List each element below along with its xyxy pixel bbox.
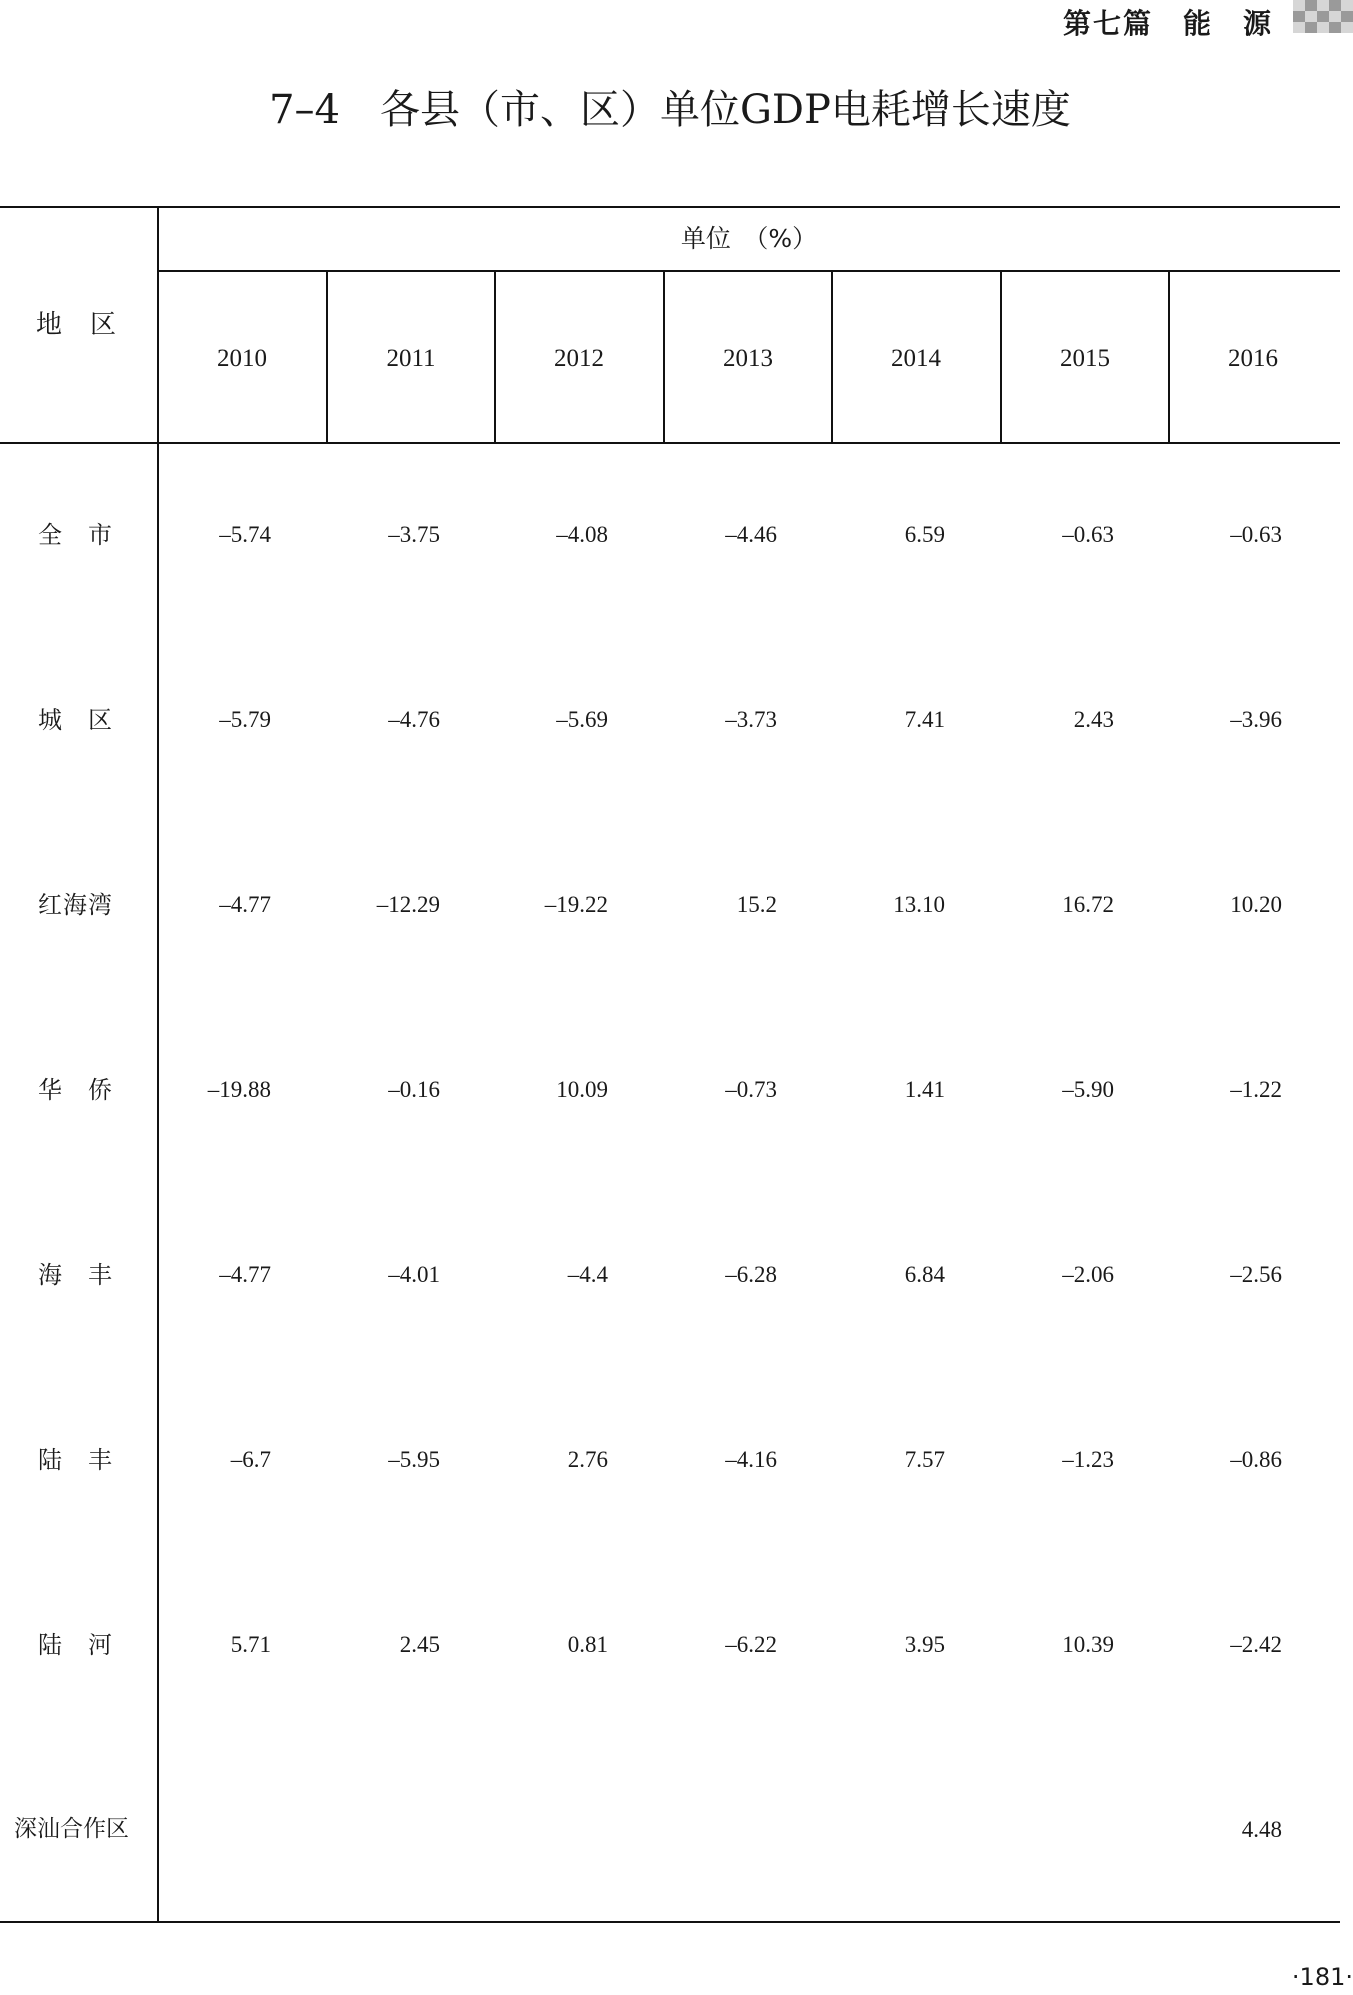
table-cell: –4.46 bbox=[725, 522, 777, 547]
table-cell: –0.86 bbox=[1230, 1447, 1282, 1472]
table-bottom-rule bbox=[0, 1921, 1340, 1923]
table-cell: –5.69 bbox=[556, 707, 608, 732]
year-header-2010: 2010 bbox=[217, 345, 267, 372]
table-cell: 7.57 bbox=[904, 1447, 945, 1472]
table-cell: –5.90 bbox=[1062, 1077, 1114, 1102]
table-cell: –4.77 bbox=[219, 1262, 271, 1287]
table-cell: 1.41 bbox=[904, 1077, 945, 1102]
table-cell: 2.43 bbox=[1073, 707, 1114, 732]
table-cell: 2.45 bbox=[399, 1632, 440, 1657]
table-cell: 16.72 bbox=[1062, 892, 1114, 917]
table-cell: –3.75 bbox=[388, 522, 440, 547]
table-cell: 10.39 bbox=[1062, 1632, 1114, 1657]
table-cell: –2.42 bbox=[1230, 1632, 1282, 1657]
table-cell: –5.95 bbox=[388, 1447, 440, 1472]
table-cell: –4.01 bbox=[388, 1262, 440, 1287]
table-cell: –4.77 bbox=[219, 892, 271, 917]
table-cell: –3.73 bbox=[725, 707, 777, 732]
row-region-label: 陆 丰 bbox=[38, 1446, 113, 1474]
table-cell: 15.2 bbox=[736, 892, 777, 917]
row-region-label: 深汕合作区 bbox=[14, 1816, 129, 1842]
table-title: 7–4 各县（市、区）单位GDP电耗增长速度 bbox=[269, 87, 1071, 133]
table-cell: –6.22 bbox=[725, 1632, 777, 1657]
table-cell: 6.59 bbox=[904, 522, 945, 547]
table-cell: –3.96 bbox=[1230, 707, 1282, 732]
table-cell: –19.22 bbox=[544, 892, 608, 917]
chapter-header: 第七篇 能 源 bbox=[1062, 7, 1273, 40]
year-header-2012: 2012 bbox=[554, 345, 604, 372]
table-cell: 4.48 bbox=[1241, 1817, 1282, 1842]
row-region-label: 城 区 bbox=[38, 706, 113, 734]
table-cell: 10.20 bbox=[1230, 892, 1282, 917]
table-cell: 5.71 bbox=[230, 1632, 271, 1657]
table-top-rule bbox=[0, 206, 1340, 208]
table-cell: 6.84 bbox=[904, 1262, 945, 1287]
table-cell: –2.56 bbox=[1230, 1262, 1282, 1287]
table-cell: 13.10 bbox=[893, 892, 945, 917]
table-cell: –0.73 bbox=[725, 1077, 777, 1102]
table-cell: –19.88 bbox=[207, 1077, 271, 1102]
table-cell: –0.16 bbox=[388, 1077, 440, 1102]
table-cell: –12.29 bbox=[376, 892, 440, 917]
row-region-label: 全 市 bbox=[38, 521, 113, 549]
table-cell: –4.76 bbox=[388, 707, 440, 732]
table-cell: –4.16 bbox=[725, 1447, 777, 1472]
year-header-2016: 2016 bbox=[1228, 345, 1278, 372]
unit-rule bbox=[158, 270, 1340, 272]
region-column-header: 地 区 bbox=[36, 310, 118, 340]
year-header-2014: 2014 bbox=[891, 345, 941, 372]
table-cell: –5.74 bbox=[219, 522, 271, 547]
year-header-2013: 2013 bbox=[723, 345, 773, 372]
year-header-2015: 2015 bbox=[1060, 345, 1110, 372]
page-number: ·181· bbox=[1291, 1963, 1353, 1991]
row-region-label: 红海湾 bbox=[38, 891, 113, 919]
year-header-2011: 2011 bbox=[386, 345, 436, 372]
table-cell: 10.09 bbox=[556, 1077, 608, 1102]
table-cell: –1.22 bbox=[1230, 1077, 1282, 1102]
table-cell: –2.06 bbox=[1062, 1262, 1114, 1287]
unit-label: 单位 （%） bbox=[680, 224, 818, 253]
table-cell: –6.7 bbox=[230, 1447, 271, 1472]
table-cell: 3.95 bbox=[904, 1632, 945, 1657]
table-cell: –4.4 bbox=[567, 1262, 608, 1287]
table-cell: 7.41 bbox=[904, 707, 945, 732]
row-region-label: 海 丰 bbox=[38, 1261, 113, 1289]
table-cell: –1.23 bbox=[1062, 1447, 1114, 1472]
header-bottom-rule bbox=[0, 442, 1340, 444]
table-cell: –5.79 bbox=[219, 707, 271, 732]
table-cell: 0.81 bbox=[567, 1632, 608, 1657]
table-cell: –0.63 bbox=[1230, 522, 1282, 547]
region-column-rule bbox=[157, 206, 159, 1922]
table-cell: 2.76 bbox=[567, 1447, 608, 1472]
row-region-label: 华 侨 bbox=[38, 1076, 113, 1104]
row-region-label: 陆 河 bbox=[38, 1631, 113, 1659]
corner-decoration-icon bbox=[1293, 0, 1353, 34]
table-cell: –0.63 bbox=[1062, 522, 1114, 547]
table-cell: –6.28 bbox=[725, 1262, 777, 1287]
table-cell: –4.08 bbox=[556, 522, 608, 547]
